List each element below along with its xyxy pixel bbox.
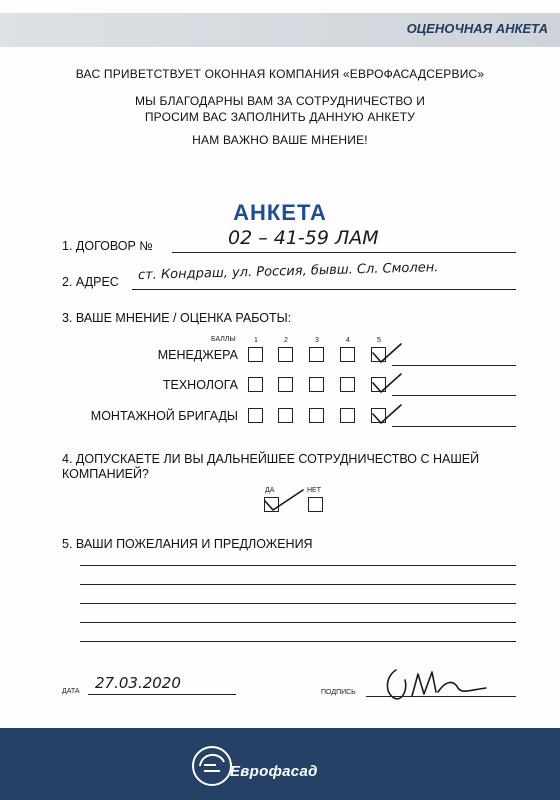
suggestions-line-2[interactable] <box>80 584 516 585</box>
contract-number-value[interactable]: 02 – 41-59 ЛАМ <box>228 227 379 249</box>
rating-manager-checkmark-icon <box>368 338 406 366</box>
suggestions-line-5[interactable] <box>80 641 516 642</box>
rating-row-label-manager: МЕНЕДЖЕРА <box>157 348 238 362</box>
intro-line-4: НАМ ВАЖНО ВАШЕ МНЕНИЕ! <box>192 133 368 147</box>
rating-crew-3-checkbox[interactable] <box>309 408 324 423</box>
suggestions-line-4[interactable] <box>80 622 516 623</box>
header-title: ОЦЕНОЧНАЯ АНКЕТА <box>406 21 548 36</box>
rating-crew-1-checkbox[interactable] <box>248 408 263 423</box>
eurofasad-logo-icon <box>190 744 234 788</box>
brand-name: Еврофасад <box>230 763 318 780</box>
rating-question-label: 3. ВАШЕ МНЕНИЕ / ОЦЕНКА РАБОТЫ: <box>62 311 292 325</box>
cooperation-question-line-1: 4. ДОПУСКАЕТЕ ЛИ ВЫ ДАЛЬНЕЙШЕЕ СОТРУДНИЧЕСТВО С НАШЕЙ <box>62 452 480 466</box>
intro-line-2: МЫ БЛАГОДАРНЫ ВАМ ЗА СОТРУДНИЧЕСТВО И <box>134 94 426 108</box>
scores-label: БАЛЛЫ <box>211 336 236 343</box>
intro-line-3: ПРОСИМ ВАС ЗАПОЛНИТЬ ДАННУЮ АНКЕТУ <box>144 110 416 124</box>
suggestions-line-1[interactable] <box>80 565 516 566</box>
form-title: АНКЕТА <box>233 200 327 225</box>
rating-technologist-2-checkbox[interactable] <box>278 377 293 392</box>
rating-technologist-comment-line <box>392 395 516 396</box>
address-line <box>132 289 516 290</box>
contract-number-label: 1. ДОГОВОР № <box>62 239 153 253</box>
rating-manager-4-checkbox[interactable] <box>340 347 355 362</box>
yes-label: ДА <box>265 487 275 494</box>
rating-manager-2-checkbox[interactable] <box>278 347 293 362</box>
cooperation-no-checkbox[interactable] <box>308 497 323 512</box>
suggestions-label: 5. ВАШИ ПОЖЕЛАНИЯ И ПРЕДЛОЖЕНИЯ <box>62 537 313 551</box>
address-value[interactable]: ст. Кондраш, ул. Россия, бывш. Сл. Смолен. <box>137 260 439 283</box>
date-label: ДАТА <box>62 688 80 695</box>
rating-row-label-technologist: ТЕХНОЛОГА <box>162 378 238 392</box>
cooperation-question-line-2: КОМПАНИЕЙ? <box>62 467 149 481</box>
suggestions-line-3[interactable] <box>80 603 516 604</box>
rating-row-label-crew: МОНТАЖНОЙ БРИГАДЫ <box>90 409 238 423</box>
rating-technologist-3-checkbox[interactable] <box>309 377 324 392</box>
rating-crew-comment-line <box>392 426 516 427</box>
signature-image <box>378 660 490 704</box>
address-label: 2. АДРЕС <box>62 275 119 289</box>
score-number-5: 5 <box>377 337 381 344</box>
rating-technologist-4-checkbox[interactable] <box>340 377 355 392</box>
score-number-4: 4 <box>346 337 350 344</box>
rating-crew-checkmark-icon <box>368 399 406 427</box>
rating-technologist-checkmark-icon <box>368 368 406 396</box>
intro-line-1: ВАС ПРИВЕТСТВУЕТ ОКОННАЯ КОМПАНИЯ «ЕВРОФАСАДСЕРВИС» <box>75 67 485 81</box>
score-number-2: 2 <box>284 337 288 344</box>
cooperation-yes-checkmark-icon <box>259 485 307 515</box>
date-line <box>88 694 236 695</box>
rating-manager-1-checkbox[interactable] <box>248 347 263 362</box>
score-number-1: 1 <box>254 337 258 344</box>
signature-label: ПОДПИСЬ <box>321 689 356 696</box>
contract-number-line <box>172 252 516 253</box>
rating-technologist-1-checkbox[interactable] <box>248 377 263 392</box>
rating-manager-comment-line <box>392 365 516 366</box>
rating-crew-2-checkbox[interactable] <box>278 408 293 423</box>
score-number-3: 3 <box>315 337 319 344</box>
rating-manager-3-checkbox[interactable] <box>309 347 324 362</box>
date-value[interactable]: 27.03.2020 <box>95 674 181 692</box>
no-label: НЕТ <box>307 487 321 494</box>
rating-crew-4-checkbox[interactable] <box>340 408 355 423</box>
